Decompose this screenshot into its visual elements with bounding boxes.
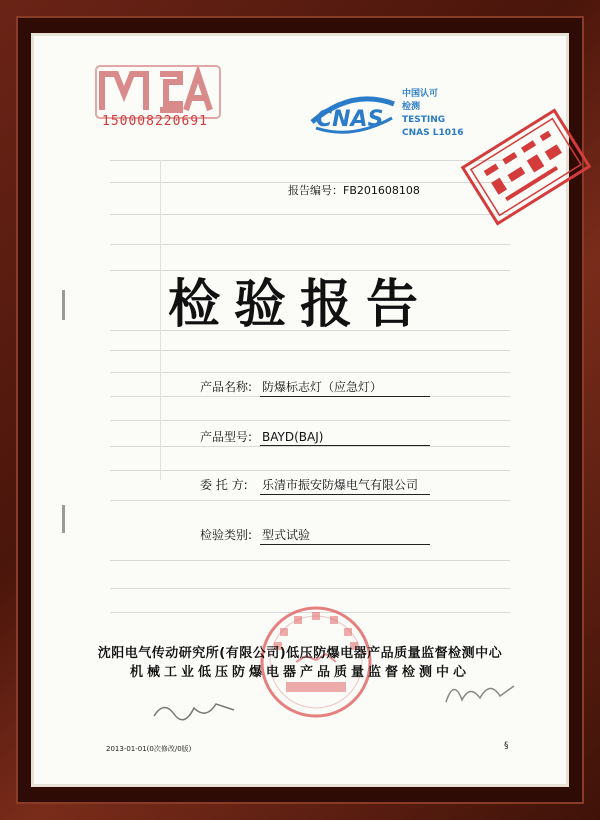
cma-logo <box>94 60 224 122</box>
cnas-accreditation-text <box>402 88 464 140</box>
cnas-line: 检测 <box>402 102 421 112</box>
issuer-line-1: 沈阳电气传动研究所(有限公司)低压防爆电器产品质量监督检测中心 <box>97 646 503 661</box>
edition-note: 2013-01-01(0次修改/0版) <box>106 745 192 753</box>
field-value: 防爆标志灯（应急灯） <box>260 378 430 397</box>
report-number-label: 报告编号： <box>288 184 343 197</box>
field-label: 产品型号: <box>200 430 253 444</box>
page-mark: § <box>504 741 509 751</box>
field-value: 乐清市振安防爆电气有限公司 <box>260 476 430 495</box>
cnas-line: CNAS L1016 <box>402 128 464 138</box>
cnas-logo <box>302 84 402 144</box>
field-value: 型式试验 <box>260 526 430 545</box>
cma-code: 150008220691 <box>102 114 208 129</box>
signature-right <box>440 672 520 712</box>
binding-mark-bottom <box>62 505 65 533</box>
issuer-line-2: 机械工业低压防爆电器产品质量监督检测中心 <box>129 665 470 680</box>
report-number-value: FB201608108 <box>343 184 420 197</box>
field-label: 委 托 方: <box>200 478 248 492</box>
report-number <box>288 182 420 198</box>
field-client <box>200 476 430 495</box>
svg-text:CNAS: CNAS <box>316 107 384 132</box>
field-value: BAYD(BAJ) <box>260 430 430 446</box>
field-label: 产品名称: <box>200 380 253 394</box>
field-product-model <box>200 428 430 446</box>
page-title: 检验报告 <box>167 275 432 335</box>
field-label: 检验类别: <box>200 528 253 542</box>
field-inspection-type <box>200 526 430 545</box>
cnas-line: 中国认可 <box>402 89 439 99</box>
signature-left <box>150 690 240 726</box>
cnas-line: TESTING <box>402 115 446 125</box>
field-product-name <box>200 378 430 397</box>
